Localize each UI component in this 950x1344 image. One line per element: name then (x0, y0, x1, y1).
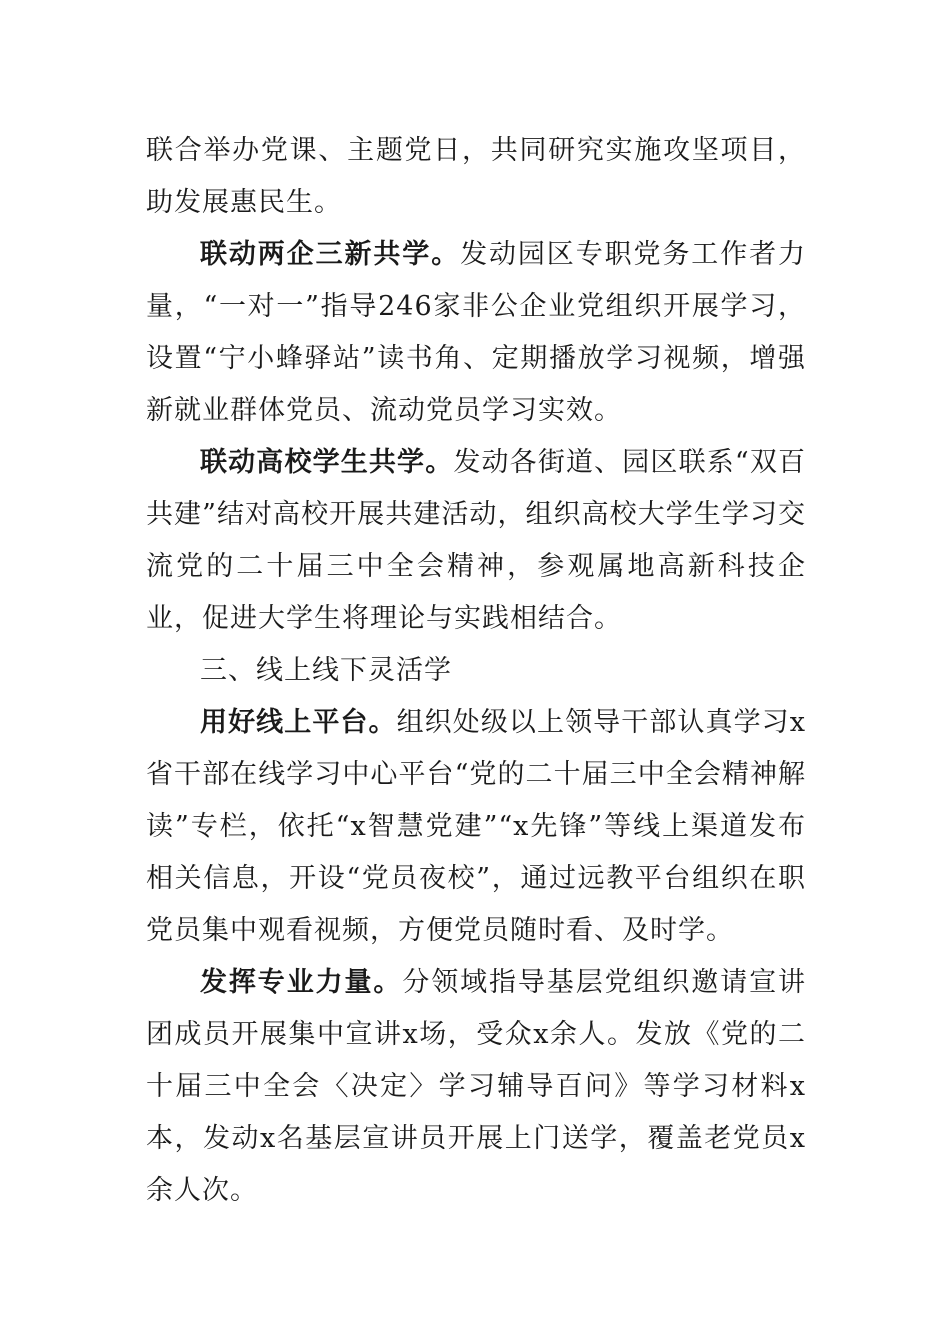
paragraph-text: 组织处级以上领导干部认真学习x省干部在线学习中心平台“党的二十届三中全会精神解读”专栏，依托“x智慧党建”“x先锋”等线上渠道发布相关信息，开设“党员夜校”，通过远教平台组织在职党员集中观看视频，方便党员随时看、及时学。 (146, 707, 806, 946)
paragraph-continuation (146, 125, 806, 229)
paragraph-lead: 联动高校学生共学。 (200, 447, 454, 478)
paragraph-lead: 发挥专业力量。 (200, 967, 403, 998)
paragraph-joint-enterprise-study (146, 229, 806, 437)
paragraph-lead: 联动两企三新共学。 (200, 239, 461, 270)
paragraph-text: 分领域指导基层党组织邀请宣讲团成员开展集中宣讲x场，受众x余人。发放《党的二十届三中全会〈决定〉学习辅导百问》等学习材料x本，发动x名基层宣讲员开展上门送学，覆盖老党员x余人次。 (146, 967, 807, 1206)
paragraph-text: 联合举办党课、主题党日，共同研究实施攻坚项目，助发展惠民生。 (146, 135, 806, 218)
paragraph-text: 发动各街道、园区联系“双百共建”结对高校开展共建活动，组织高校大学生学习交流党的二十届三中全会精神，参观属地高新科技企业，促进大学生将理论与实践相结合。 (146, 447, 806, 634)
paragraph-online-platform (146, 697, 806, 957)
paragraph-lead: 用好线上平台。 (200, 707, 397, 738)
section-heading: 三、线上线下灵活学 (200, 655, 452, 686)
paragraph-text: 发动园区专职党务工作者力量，“一对一”指导246家非公企业党组织开展学习，设置“宁小蜂驿站”读书角、定期播放学习视频，增强新就业群体党员、流动党员学习实效。 (146, 239, 807, 426)
paragraph-joint-university-study (146, 437, 806, 645)
paragraph-professional-strength (146, 957, 806, 1217)
document-body (146, 125, 806, 1217)
